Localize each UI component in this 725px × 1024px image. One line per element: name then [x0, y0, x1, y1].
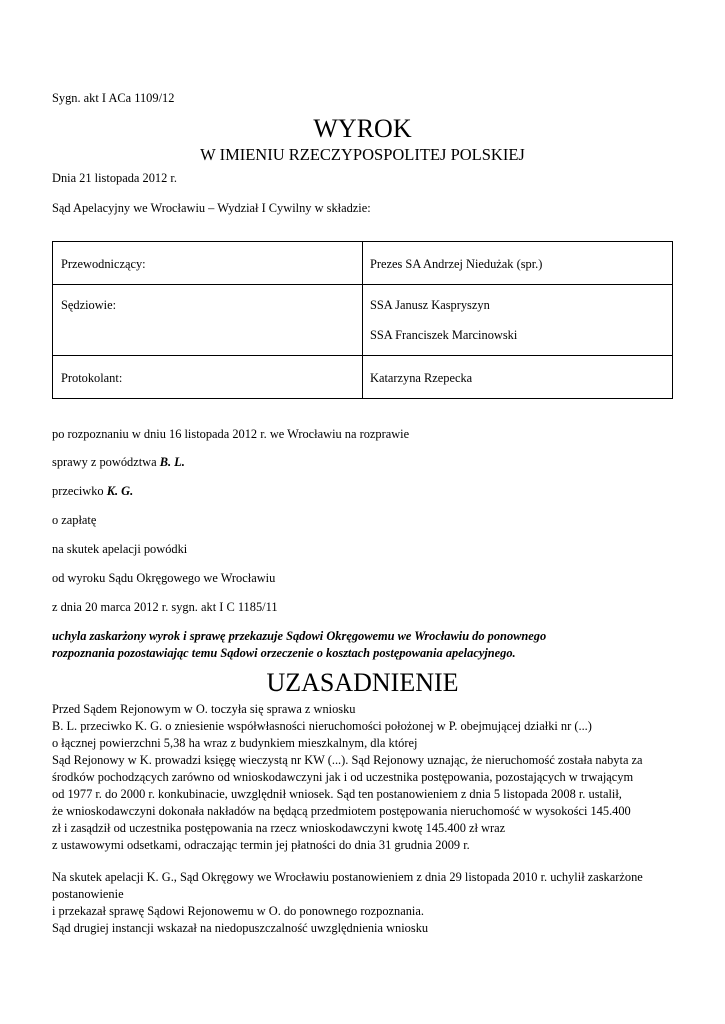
paragraph-line: Przed Sądem Rejonowym w O. toczyła się sprawa z wniosku: [52, 702, 356, 716]
panel-role-clerk: Protokolant:: [61, 371, 123, 385]
court-composition-intro: Sąd Apelacyjny we Wrocławiu – Wydział I Cywilny w składzie:: [52, 201, 371, 215]
panel-name-judge-2: SSA Franciszek Marcinowski: [370, 328, 518, 342]
justification-heading: UZASADNIENIE: [266, 668, 459, 697]
case-reference: Sygn. akt I ACa 1109/12: [52, 91, 175, 105]
defendant-line: [52, 483, 133, 500]
court-panel-table: [52, 241, 673, 399]
paragraph-line: że wnioskodawczyni dokonała nakładów na będącą przedmiotem postępowania nieruchomość w wysokości 145.400: [52, 804, 631, 818]
ruling-line-2: rozpoznania pozostawiając temu Sądowi orzeczenie o kosztach postępowania apelacyjnego.: [52, 646, 516, 660]
panel-name-clerk: Katarzyna Rzepecka: [370, 371, 473, 385]
paragraph-line: od 1977 r. do 2000 r. konkubinacie, uwzględnił wniosek. Sąd ten postanowieniem z dnia 5 listopada 2008 r. ustalił,: [52, 787, 622, 801]
panel-role-judges: Sędziowie:: [61, 298, 117, 312]
justification-paragraph-2: [52, 869, 677, 937]
ruling-line-1: uchyla zaskarżony wyrok i sprawę przekazuje Sądowi Okręgowemu we Wrocławiu do ponownego: [52, 629, 547, 643]
plaintiff-name: B. L.: [159, 455, 185, 469]
claim-prefix: sprawy z powództwa: [52, 455, 160, 469]
panel-name-judge-1: SSA Janusz Kaspryszyn: [370, 298, 490, 312]
justification-paragraph-1: [52, 701, 677, 854]
paragraph-line: B. L. przeciwko K. G. o zniesienie współwłasności nieruchomości położonej w P. obejmującej działki nr (...): [52, 719, 592, 733]
table-row-divider: [53, 355, 672, 356]
table-column-divider: [362, 242, 363, 398]
paragraph-line: postanowienie: [52, 887, 124, 901]
document-subtitle: W IMIENIU RZECZYPOSPOLITEJ POLSKIEJ: [200, 145, 525, 164]
claim-line: [52, 454, 185, 471]
defendant-name: K. G.: [106, 484, 134, 498]
paragraph-line: o łącznej powierzchni 5,38 ha wraz z budynkiem mieszkalnym, dla której: [52, 736, 418, 750]
judgment-source-line: od wyroku Sądu Okręgowego we Wrocławiu: [52, 571, 276, 585]
paragraph-line: i przekazał sprawę Sądowi Rejonowemu w O. do ponownego rozpoznania.: [52, 904, 424, 918]
judgment-date-line: z dnia 20 marca 2012 r. sygn. akt I C 1185/11: [52, 600, 278, 614]
paragraph-line: z ustawowymi odsetkami, odraczając termin jej płatności do dnia 31 grudnia 2009 r.: [52, 838, 470, 852]
paragraph-line: Sąd Rejonowy w K. prowadzi księgę wieczystą nr KW (...). Sąd Rejonowy uznając, że nieruchomość została nabyta za: [52, 753, 643, 767]
appeal-line: na skutek apelacji powódki: [52, 542, 188, 556]
paragraph-line: Na skutek apelacji K. G., Sąd Okręgowy we Wrocławiu postanowieniem z dnia 29 listopada 2010 r. uchylił zaskarżone: [52, 870, 643, 884]
subject-line: o zapłatę: [52, 513, 97, 527]
panel-role-presiding: Przewodniczący:: [61, 257, 146, 271]
judgment-date: Dnia 21 listopada 2012 r.: [52, 171, 177, 185]
document-title: WYROK: [313, 114, 412, 143]
table-row-divider: [53, 284, 672, 285]
hearing-line: po rozpoznaniu w dniu 16 listopada 2012 r. we Wrocławiu na rozprawie: [52, 427, 410, 441]
paragraph-line: zł i zasądził od uczestnika postępowania na rzecz wnioskodawczyni kwotę 145.400 zł wraz: [52, 821, 506, 835]
against-prefix: przeciwko: [52, 484, 107, 498]
panel-name-presiding: Prezes SA Andrzej Niedużak (spr.): [370, 257, 543, 271]
paragraph-line: Sąd drugiej instancji wskazał na niedopuszczalność uwzględnienia wniosku: [52, 921, 429, 935]
paragraph-line: środków pochodzących zarówno od wnioskodawczyni jak i od uczestnika postępowania, pozostających w trwającym: [52, 770, 634, 784]
